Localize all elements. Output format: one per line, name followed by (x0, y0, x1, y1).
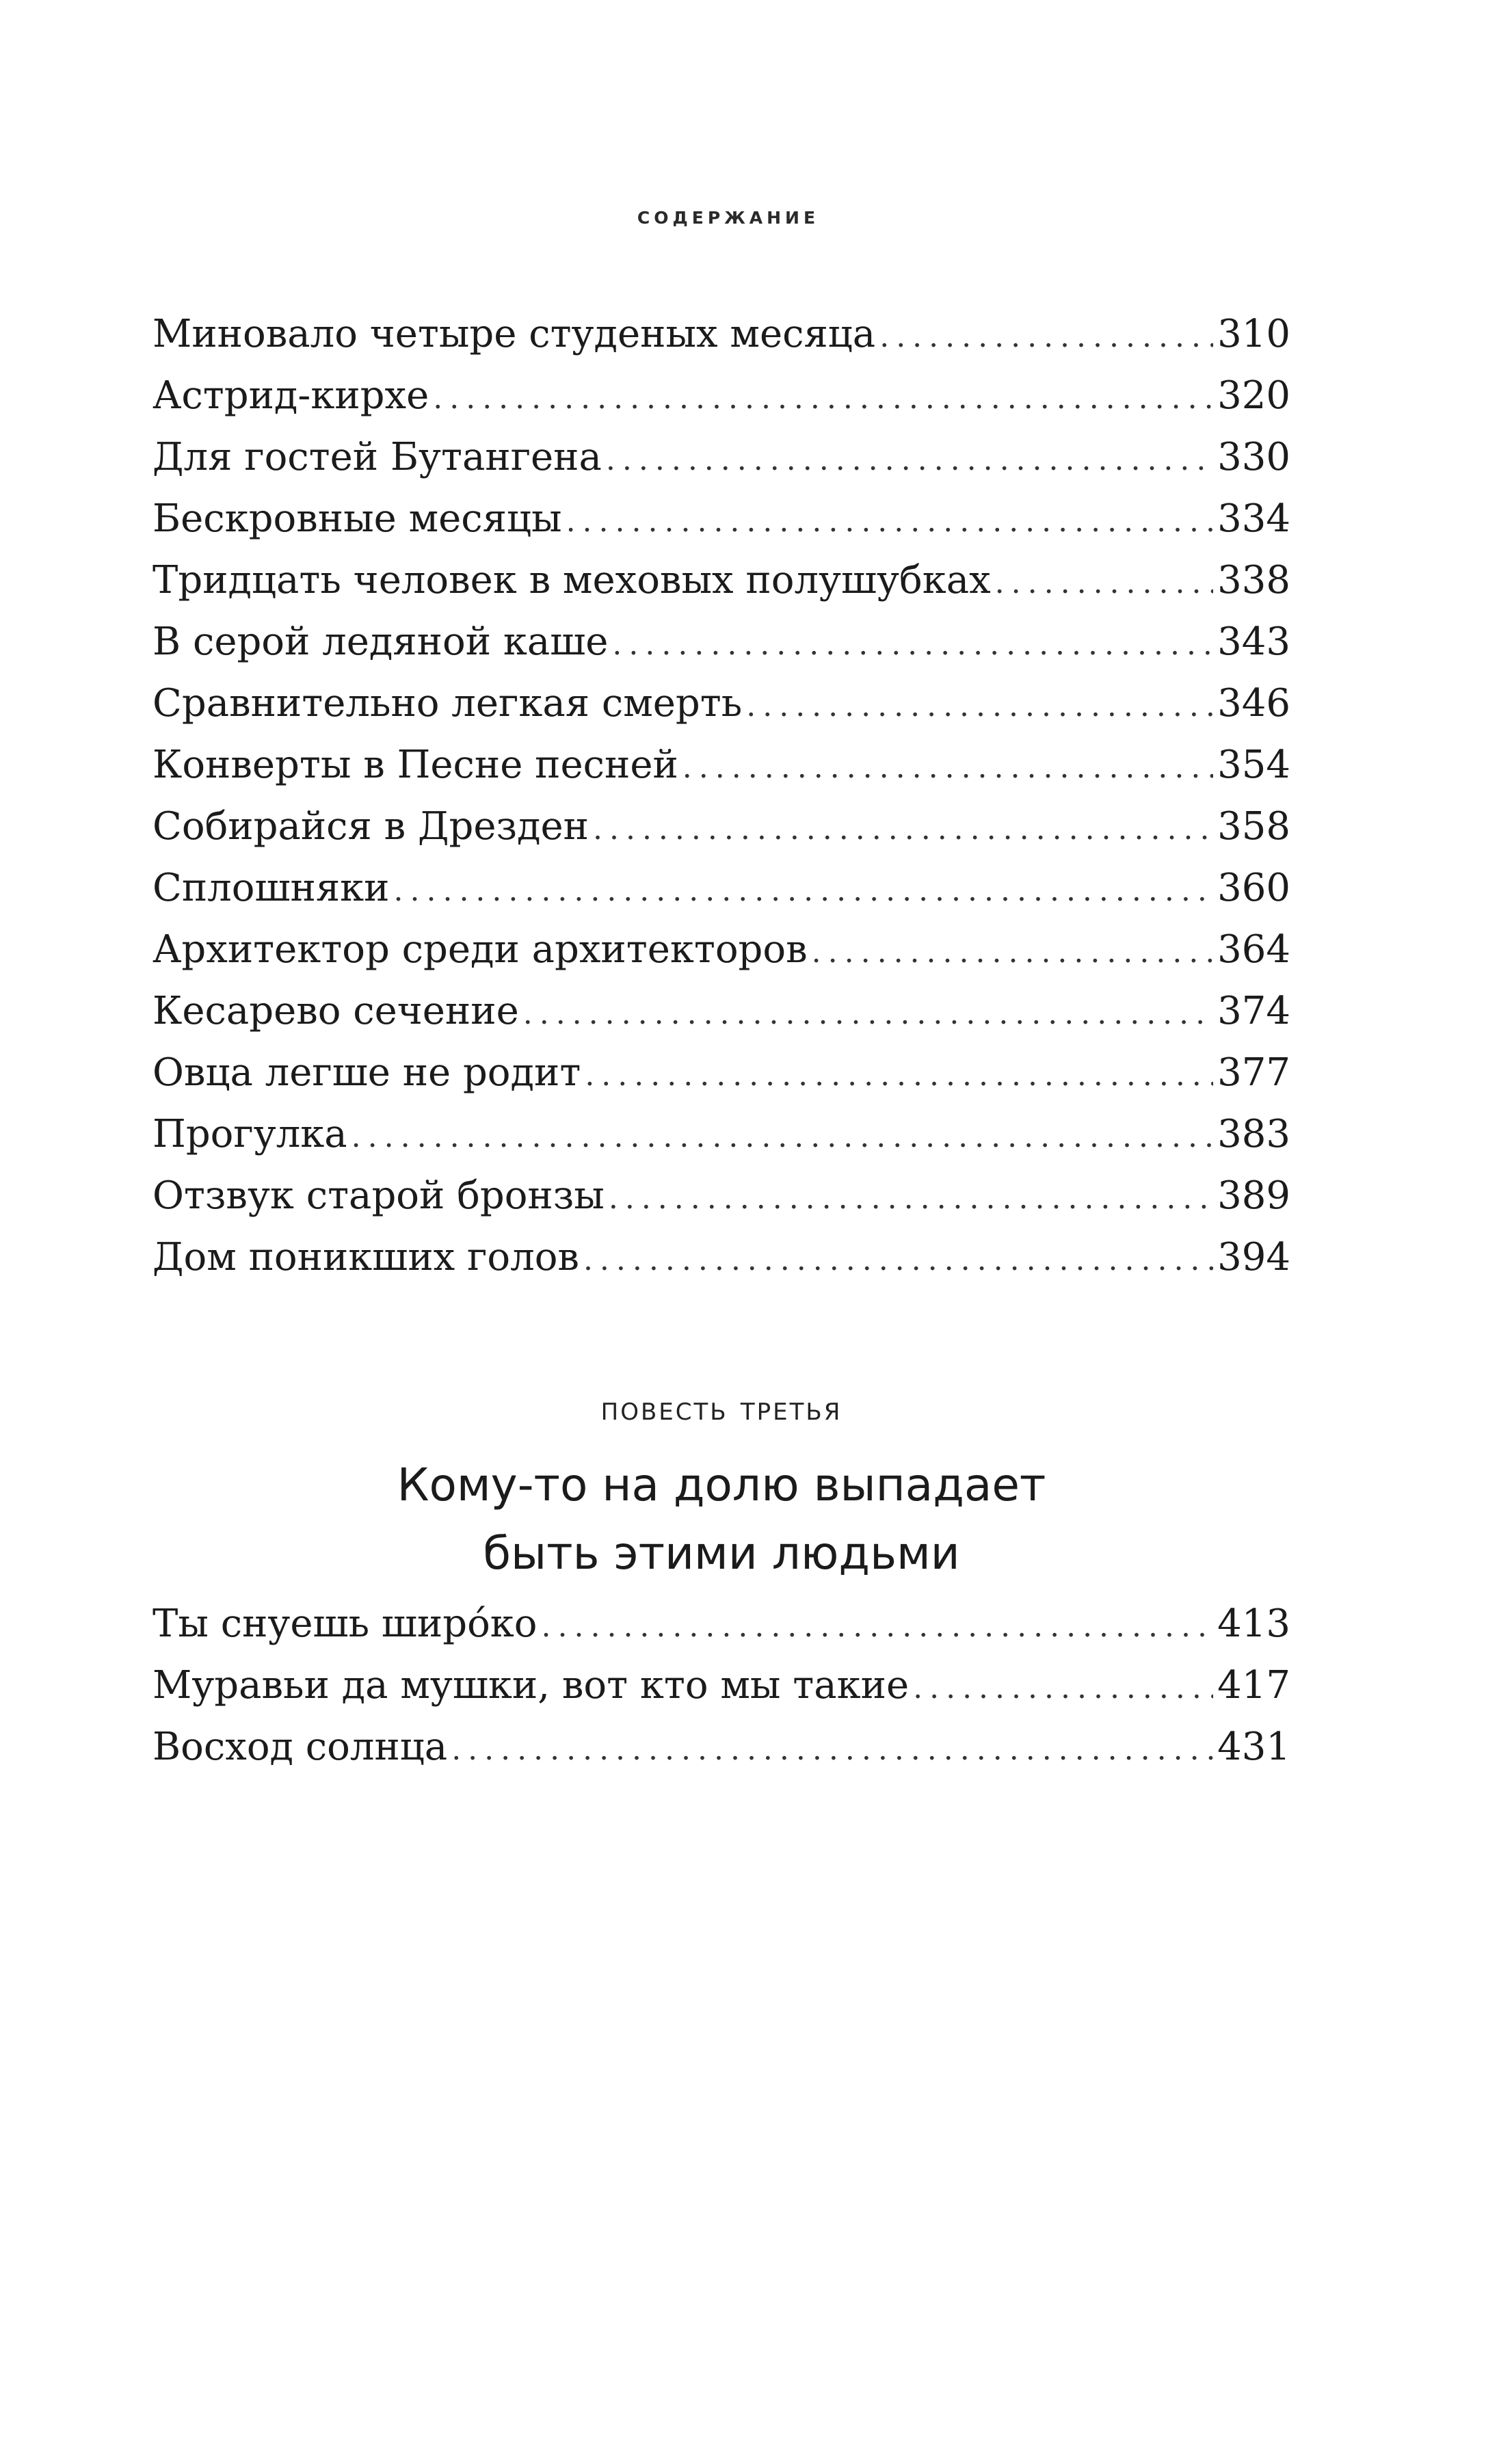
section-title-line: Кому-то на долю выпадает (397, 1459, 1046, 1511)
toc-entry-title: Овца легше не родит (152, 1050, 581, 1095)
section-heading (152, 1381, 1290, 1588)
toc-entry-page: 413 (1217, 1602, 1290, 1646)
toc-entry-title: Тридцать человек в меховых полушубках (152, 558, 991, 602)
dot-leader (566, 491, 1214, 553)
dot-leader (433, 368, 1213, 429)
toc-entry-page: 320 (1217, 373, 1290, 418)
toc-entry-page: 383 (1217, 1112, 1290, 1156)
toc-entry-title: Бескровные месяцы (152, 496, 562, 541)
section-title-line: быть этими людьми (483, 1527, 960, 1580)
toc-entry-title: Муравьи да мушки, вот кто мы такие (152, 1663, 910, 1708)
toc-entry (152, 1716, 1290, 1778)
toc-entry-title: Сравнительно легкая смерть (152, 681, 743, 726)
dot-leader (609, 1168, 1213, 1230)
dot-leader (913, 1658, 1213, 1719)
toc-entry (152, 1165, 1290, 1227)
toc-entry-title: Астрид-кирхе (152, 373, 429, 418)
toc-entry-title: Дом поникших голов (152, 1235, 579, 1279)
toc-entry-title: Архитектор среди архитекторов (152, 927, 808, 972)
toc-entry (152, 919, 1290, 981)
toc-entry (152, 304, 1290, 365)
toc-entry (152, 673, 1290, 734)
toc-entry (152, 550, 1290, 611)
toc-entry-title: Прогулка (152, 1112, 347, 1156)
dot-leader (812, 922, 1213, 983)
toc-entry (152, 1104, 1290, 1165)
toc-entry (152, 1042, 1290, 1104)
dot-leader (583, 1230, 1213, 1291)
toc-entry-page: 310 (1217, 312, 1290, 356)
toc-list (152, 1593, 1290, 1778)
dot-leader (352, 1106, 1213, 1168)
toc-entry-title: Отзвук старой бронзы (152, 1173, 605, 1218)
dot-leader (995, 553, 1213, 614)
dot-leader (542, 1596, 1214, 1658)
toc-entry (152, 1655, 1290, 1716)
toc-entry (152, 981, 1290, 1042)
toc-entry-page: 417 (1217, 1663, 1290, 1708)
toc-entry-page: 330 (1217, 435, 1290, 479)
toc-list (152, 304, 1290, 1288)
dot-leader (523, 983, 1213, 1045)
toc-entry-page: 343 (1217, 620, 1290, 664)
dot-leader (585, 1045, 1213, 1106)
toc-entry-title: Ты снуешь широ́ко (152, 1602, 538, 1646)
running-head: содержание (637, 202, 820, 230)
toc-entry-page: 431 (1217, 1725, 1290, 1769)
toc-entry (152, 796, 1290, 858)
toc-entry-page: 394 (1217, 1235, 1290, 1279)
dot-leader (593, 799, 1213, 860)
toc-entry-title: Для гостей Бутангена (152, 435, 602, 479)
dot-leader (394, 860, 1214, 922)
toc-entry-title: Собирайся в Дрезден (152, 804, 589, 849)
dot-leader (451, 1719, 1213, 1781)
toc-entry-page: 364 (1217, 927, 1290, 972)
toc-entry-title: В серой ледяной каше (152, 620, 609, 664)
toc-entry-page: 377 (1217, 1050, 1290, 1095)
dot-leader (612, 614, 1213, 676)
toc-entry (152, 734, 1290, 796)
toc-entry-title: Сплошняки (152, 866, 390, 910)
toc-entry-title: Конверты в Песне песней (152, 743, 678, 787)
toc-entry-page: 374 (1217, 989, 1290, 1033)
dot-leader (746, 676, 1213, 737)
toc-entry-page: 360 (1217, 866, 1290, 910)
toc-entry (152, 1227, 1290, 1288)
toc-entry-page: 389 (1217, 1173, 1290, 1218)
toc-entry-page: 346 (1217, 681, 1290, 726)
toc-entry-title: Восход солнца (152, 1725, 448, 1769)
toc-entry (152, 858, 1290, 919)
toc-entry-title: Миновало четыре студеных месяца (152, 312, 876, 356)
dot-leader (682, 737, 1213, 799)
toc-entry (152, 1593, 1290, 1655)
section-title (152, 1451, 1290, 1588)
section-label: повесть третья (600, 1390, 843, 1428)
toc-entry (152, 365, 1290, 427)
toc-entry-page: 338 (1217, 558, 1290, 602)
toc-entry-page: 354 (1217, 743, 1290, 787)
toc-entry-page: 358 (1217, 804, 1290, 849)
toc-entry (152, 488, 1290, 550)
dot-leader (606, 429, 1213, 491)
toc-entry-title: Кесарево сечение (152, 989, 519, 1033)
toc-entry-page: 334 (1217, 496, 1290, 541)
dot-leader (879, 306, 1213, 368)
toc-entry (152, 611, 1290, 673)
toc-entry (152, 427, 1290, 488)
